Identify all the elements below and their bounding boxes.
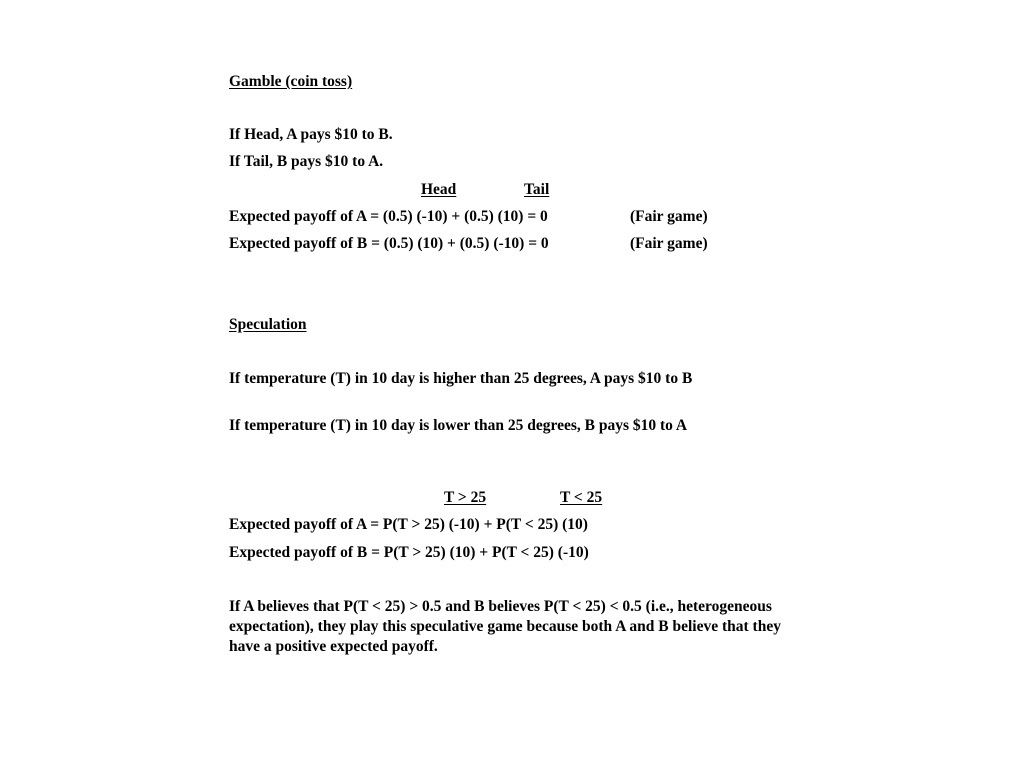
speculation-payoff-b: Expected payoff of B = P(T > 25) (10) + P(T < 25) (-10) — [229, 544, 589, 561]
gamble-col-tail: Tail — [524, 181, 550, 198]
speculation-rule-higher: If temperature (T) in 10 day is higher than 25 degrees, A pays $10 to B — [229, 370, 693, 387]
gamble-payoff-b-note: (Fair game) — [630, 235, 708, 252]
speculation-heading: Speculation — [229, 316, 307, 333]
gamble-payoff-a-note: (Fair game) — [630, 208, 708, 225]
gamble-heading: Gamble (coin toss) — [229, 73, 353, 90]
speculation-conclusion: If A believes that P(T < 25) > 0.5 and B believes P(T < 25) < 0.5 (i.e., heterogeneous expectation), they play this speculative game because both A and B believe that they have a positive expected payoff. — [229, 598, 781, 655]
speculation-col-lt: T < 25 — [560, 489, 603, 506]
speculation-payoff-a: Expected payoff of A = P(T > 25) (-10) + P(T < 25) (10) — [229, 516, 588, 533]
gamble-payoff-b: Expected payoff of B = (0.5) (10) + (0.5) (-10) = 0 — [229, 235, 549, 252]
gamble-col-head: Head — [421, 181, 457, 198]
gamble-rule-tail: If Tail, B pays $10 to A. — [229, 153, 384, 170]
speculation-rule-lower: If temperature (T) in 10 day is lower than 25 degrees, B pays $10 to A — [229, 417, 688, 434]
speculation-col-gt: T > 25 — [444, 489, 487, 506]
gamble-rule-head: If Head, A pays $10 to B. — [229, 126, 393, 143]
gamble-payoff-a: Expected payoff of A = (0.5) (-10) + (0.5) (10) = 0 — [229, 208, 548, 225]
